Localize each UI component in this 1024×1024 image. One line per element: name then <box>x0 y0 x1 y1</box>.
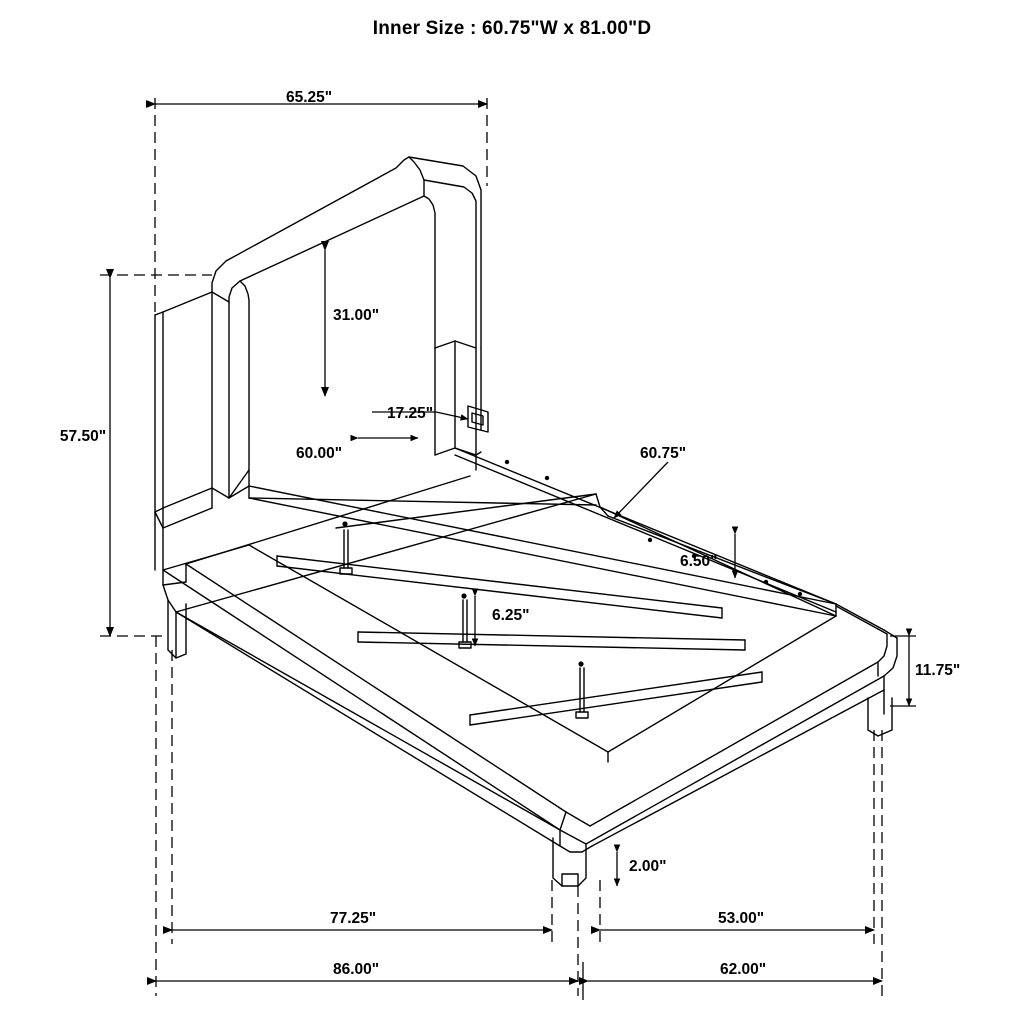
bed-outline <box>155 157 897 886</box>
dim-label-foot-clearance: 2.00" <box>629 858 667 875</box>
dim-label-slat-span-width: 60.75" <box>640 445 687 462</box>
dim-label-overall-width: 62.00" <box>720 961 767 978</box>
dim-label-headboard-post-offset: 17.25" <box>387 405 434 422</box>
dim-label-center-support-height: 6.25" <box>492 607 530 624</box>
dim-label-headboard-panel-height: 31.00" <box>333 307 380 324</box>
dim-label-overall-height: 57.50" <box>59 428 107 445</box>
dim-label-headboard-inner-width: 60.00" <box>296 445 343 462</box>
dim-label-headboard-width: 65.25" <box>286 89 333 106</box>
dimension-lines <box>100 98 916 1000</box>
dim-label-footboard-height: 11.75" <box>915 662 961 679</box>
dim-label-overall-length: 86.00" <box>333 961 380 978</box>
dim-label-side-length-inner: 77.25" <box>330 910 377 927</box>
dim-label-side-rail-height: 6.50" <box>680 553 718 570</box>
page-title: Inner Size : 60.75"W x 81.00"D <box>372 18 652 39</box>
dim-label-foot-width-inner: 53.00" <box>718 910 765 927</box>
